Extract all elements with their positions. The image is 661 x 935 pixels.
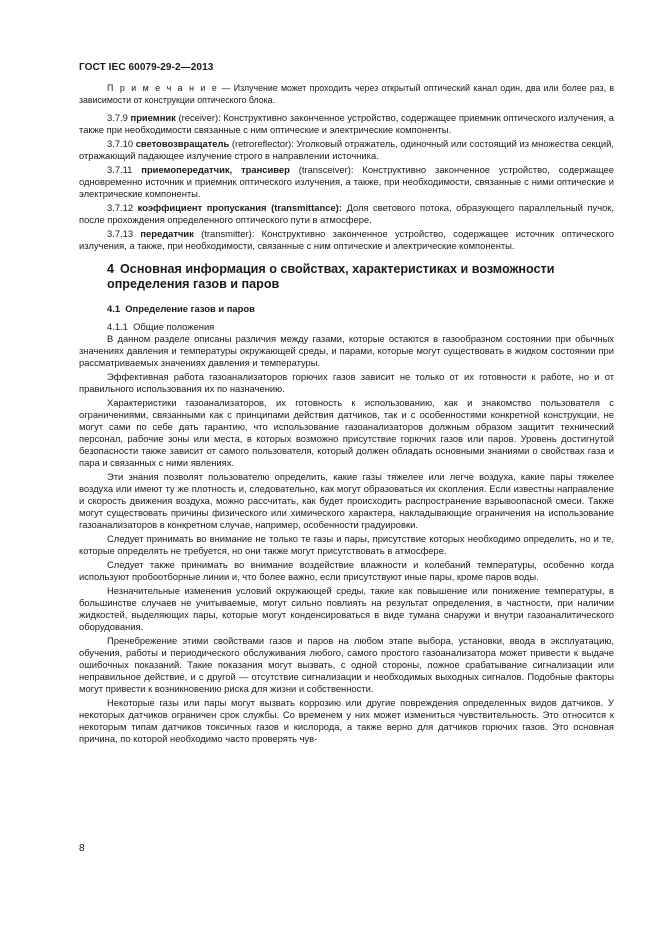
body-paragraph: Некоторые газы или пары могут вызвать коррозию или другие повреждения определенных видов датчиков. У некоторых датчиков ограничен срок службы. Со временем у них может измениться чувствительность. Это относится к некоторым типам датчиков токсичных газов и кислорода, а также верно для датчиков горючих газов. Это основная причина, по которой необходимо часто проверять чув-	[79, 697, 614, 744]
body-paragraph: Эти знания позволят пользователю определить, какие газы тяжелее или легче воздуха, какие пары тяжелее воздуха или имеют ту же плотность и, следовательно, как могут образоваться их скопления. Если известны направление и скорость движения воздуха, можно рассчитать, как будет происходить распространение взрывоопасной смеси. Также могут существовать причины физического или химического характера, накладывающие ограничения на использование газоанализаторов в конкретном случае, например, особенности градуировки.	[79, 471, 614, 530]
subsection-4-1-title	[79, 303, 614, 315]
definition-term: приемопередатчик, трансивер	[141, 164, 290, 175]
body-paragraph: Эффективная работа газоанализаторов горючих газов зависит не только от их готовности к работе, но и от правильного использования их по назначению.	[79, 371, 614, 394]
definition-term: передатчик	[140, 228, 194, 239]
definition-3-7-10	[79, 138, 614, 162]
definition-3-7-9	[79, 112, 614, 136]
definition-3-7-11	[79, 164, 614, 200]
standard-header: ГОСТ IEC 60079-29-2—2013	[79, 62, 214, 73]
definition-number: 3.7.9	[107, 112, 128, 123]
definition-number: 3.7.12	[107, 202, 134, 213]
definition-term: приемник	[130, 112, 176, 123]
definition-term: коэффициент пропускания (transmittance):	[137, 202, 342, 213]
definition-text: (retroreflector): Уголковый отражатель, одиночный или состоящий из множества секций, отражающий падающее излучение строго в направлении источника.	[79, 138, 614, 161]
page-number: 8	[79, 843, 85, 854]
definition-3-7-13	[79, 228, 614, 252]
section-4-title	[79, 262, 614, 292]
definition-text: (transmitter): Конструктивно законченное устройство, содержащее источник оптического излучения, а также, при необходимости, связанные с ним оптические и электрические компоненты.	[79, 228, 614, 251]
definition-term: световозвращатель	[135, 138, 230, 149]
subsubsection-4-1-1-title	[79, 321, 614, 333]
note-paragraph	[79, 83, 614, 106]
definition-3-7-12	[79, 202, 614, 226]
definition-text: (transceiver): Конструктивно законченное устройство, содержащее одновременно источник и приемник оптического излучения, а также, при необходимости, связанные с ними оптические и электрические компоненты.	[79, 164, 614, 199]
subsection-title-text: Определение газов и паров	[125, 303, 255, 314]
definition-number: 3.7.10	[107, 138, 134, 149]
definition-text: Доля светового потока, образующего параллельный пучок, после прохождения определенного оптического пути в атмосфере.	[79, 202, 615, 225]
subsection-number: 4.1	[107, 303, 121, 314]
definition-number: 3.7.13	[107, 228, 134, 239]
body-paragraph: Следует принимать во внимание не только те газы и пары, присутствие которых необходимо определить, но и те, которые определять не требуется, но они также могут присутствовать в атмосфере.	[79, 533, 614, 556]
section-title-text: Основная информация о свойствах, характеристиках и возможности определения газов и паров	[107, 262, 555, 291]
subsubsection-number: 4.1.1	[107, 321, 128, 332]
body-paragraph: Пренебрежение этими свойствами газов и паров на любом этапе выбора, установки, ввода в эксплуатацию, обучения, работы и периодического обслуживания любого, самого простого газоанализатора может привести к выдаче ошибочных показаний. Такие показания могут вызвать, с одной стороны, ложное срабатывание сигнализации или неправильное действие, и с другой — отсутствие сигнализации и необходимых выходных сигналов. Подобные факторы могут привести к возникновению риска для жизни и собственности.	[79, 635, 614, 694]
body-paragraph: Следует также принимать во внимание воздействие влажности и колебаний температуры, особенно когда используют пробоотборные линии и, что более важно, если присутствуют иные пары, кроме паров воды.	[79, 559, 614, 582]
note-text: — Излучение может проходить через открытый оптический канал один, два или более раз, в зависимости от конструкции оптического блока.	[79, 83, 614, 105]
body-paragraph: Незначительные изменения условий окружающей среды, такие как повышение или понижение температуры, в большинстве случаев не учитываемые, могут сильно повлиять на результат определения, в частности, при наличии жидкостей, выделяющих пары, которые могут конденсироваться в виде тумана снаружи и внутри газоаналитического оборудования.	[79, 585, 614, 632]
definition-text: (receiver): Конструктивно законченное устройство, содержащее приемник оптического излучения, а также при необходимости связанные с ним оптические и электрические компоненты.	[79, 112, 615, 135]
page-content	[79, 83, 614, 745]
body-paragraph: В данном разделе описаны различия между газами, которые остаются в газообразном состоянии при обычных значениях давления и температуры окружающей среды, и парами, которые могут существовать в жидком состоянии при рассматриваемых значениях давления и температуры.	[79, 333, 614, 368]
note-label: П р и м е ч а н и е	[107, 83, 219, 93]
subsubsection-title-text: Общие положения	[133, 321, 215, 332]
body-paragraph: Характеристики газоанализаторов, их готовность к использованию, как и знакомство пользователя с ограничениями, связанными как с принципами действия датчиков, так и с особенностями конкретной конструкции, не могут сами по себе дать гарантию, что использование газоанализаторов должным образом защитит технический персонал, рабочие зоны или места, в которых возможно присутствие горючих газов или паров. Уровень достигнутой безопасности также зависит от самого пользователя, который должен обладать основными знаниями о свойствах газа и пара и связанных с ними явлениях.	[79, 397, 614, 468]
definition-number: 3.7.11	[107, 164, 133, 175]
section-number: 4	[107, 262, 115, 276]
